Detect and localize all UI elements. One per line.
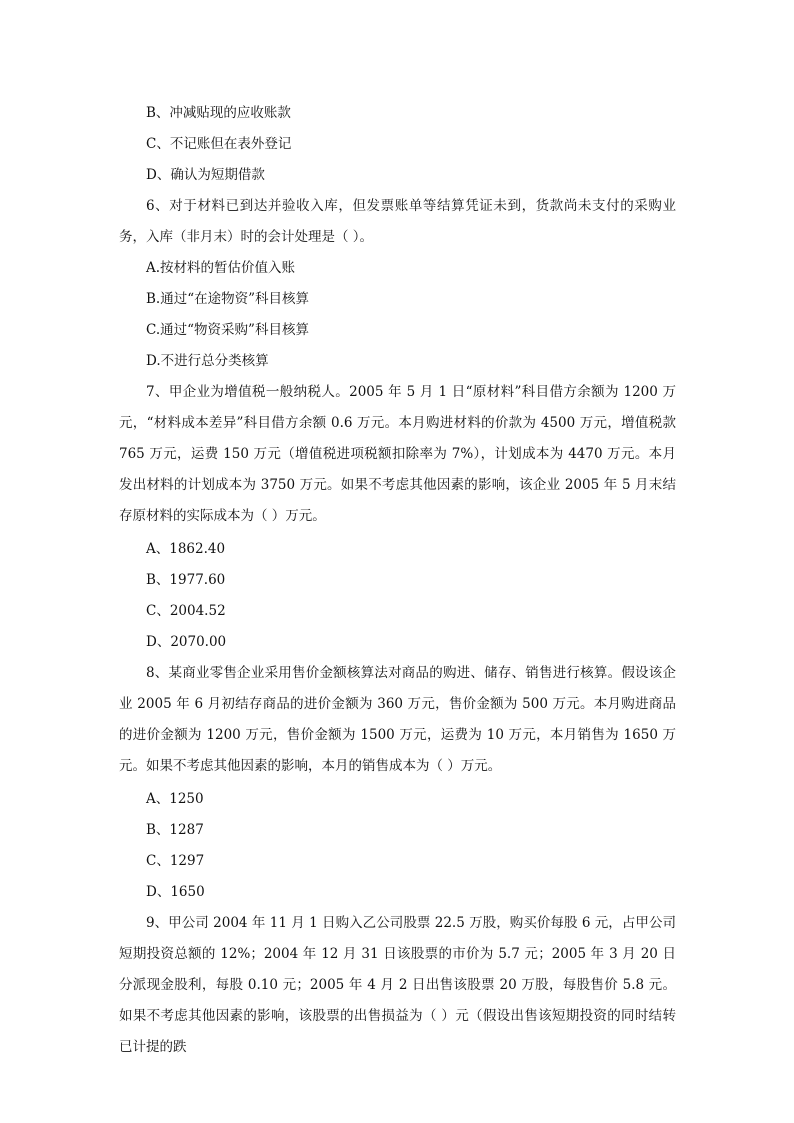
option-c-prev: C、不记账但在表外登记 — [146, 136, 292, 152]
q7-option-c: C、2004.52 — [146, 603, 226, 619]
question-8-stem: 8、某商业零售企业采用售价金额核算法对商品的购进、储存、销售进行核算。假设该企业 2005 年 6 月初结存商品的进价金额为 360 万元，售价金额为 500 万元。本月购进商品的进价金额为 1200 万元，售价金额为 1500 万元，运费为 10 万元，本月销售为 1650 万元。如果不考虑其他因素的影响，本月的销售成本为（ ）万元。 — [119, 665, 676, 774]
q7-option-d: D、2070.00 — [146, 634, 227, 650]
q6-option-b: B.通过“在途物资”科目核算 — [146, 291, 310, 307]
option-b-prev: B、冲减贴现的应收账款 — [146, 105, 291, 121]
question-6-stem: 6、对于材料已到达并验收入库，但发票账单等结算凭证未到，货款尚未支付的采购业务，入库（非月末）时的会计处理是（ ）。 — [119, 198, 676, 245]
question-7-stem: 7、甲企业为增值税一般纳税人。2005 年 5 月 1 日“原材料”科目借方余额为 1200 万元，“材料成本差异”科目借方余额 0.6 万元。本月购进材料的价款为 4500 万元，增值税款 765 万元，运费 150 万元（增值税进项税额扣除率为 7%），计划成本为 4470 万元。本月发出材料的计划成本为 3750 万元。如果不考虑其他因素的影响，该企业 2005 年 5 月末结存原材料的实际成本为（ ）万元。 — [119, 384, 676, 524]
q6-option-a: A.按材料的暂估价值入账 — [146, 260, 296, 276]
q8-option-b: B、1287 — [146, 822, 204, 838]
q7-option-a: A、1862.40 — [146, 541, 226, 557]
q6-option-d: D.不进行总分类核算 — [146, 353, 269, 369]
q8-option-c: C、1297 — [146, 853, 205, 869]
q6-option-c: C.通过“物资采购”科目核算 — [146, 322, 309, 338]
q8-option-a: A、1250 — [146, 791, 204, 807]
option-d-prev: D、确认为短期借款 — [146, 167, 265, 183]
question-9-stem: 9、甲公司 2004 年 11 月 1 日购入乙公司股票 22.5 万股，购买价每股 6 元，占甲公司短期投资总额的 12%；2004 年 12 月 31 日该股票的市价为 5.7 元；2005 年 3 月 20 日分派现金股利，每股 0.10 元；2005 年 4 月 2 日出售该股票 20 万股，每股售价 5.8 元。如果不考虑其他因素的影响，该股票的出售损益为（ ）元（假设出售该短期投资的同时结转已计提的跌 — [119, 915, 676, 1055]
q7-option-b: B、1977.60 — [146, 572, 226, 588]
q8-option-d: D、1650 — [146, 884, 205, 900]
